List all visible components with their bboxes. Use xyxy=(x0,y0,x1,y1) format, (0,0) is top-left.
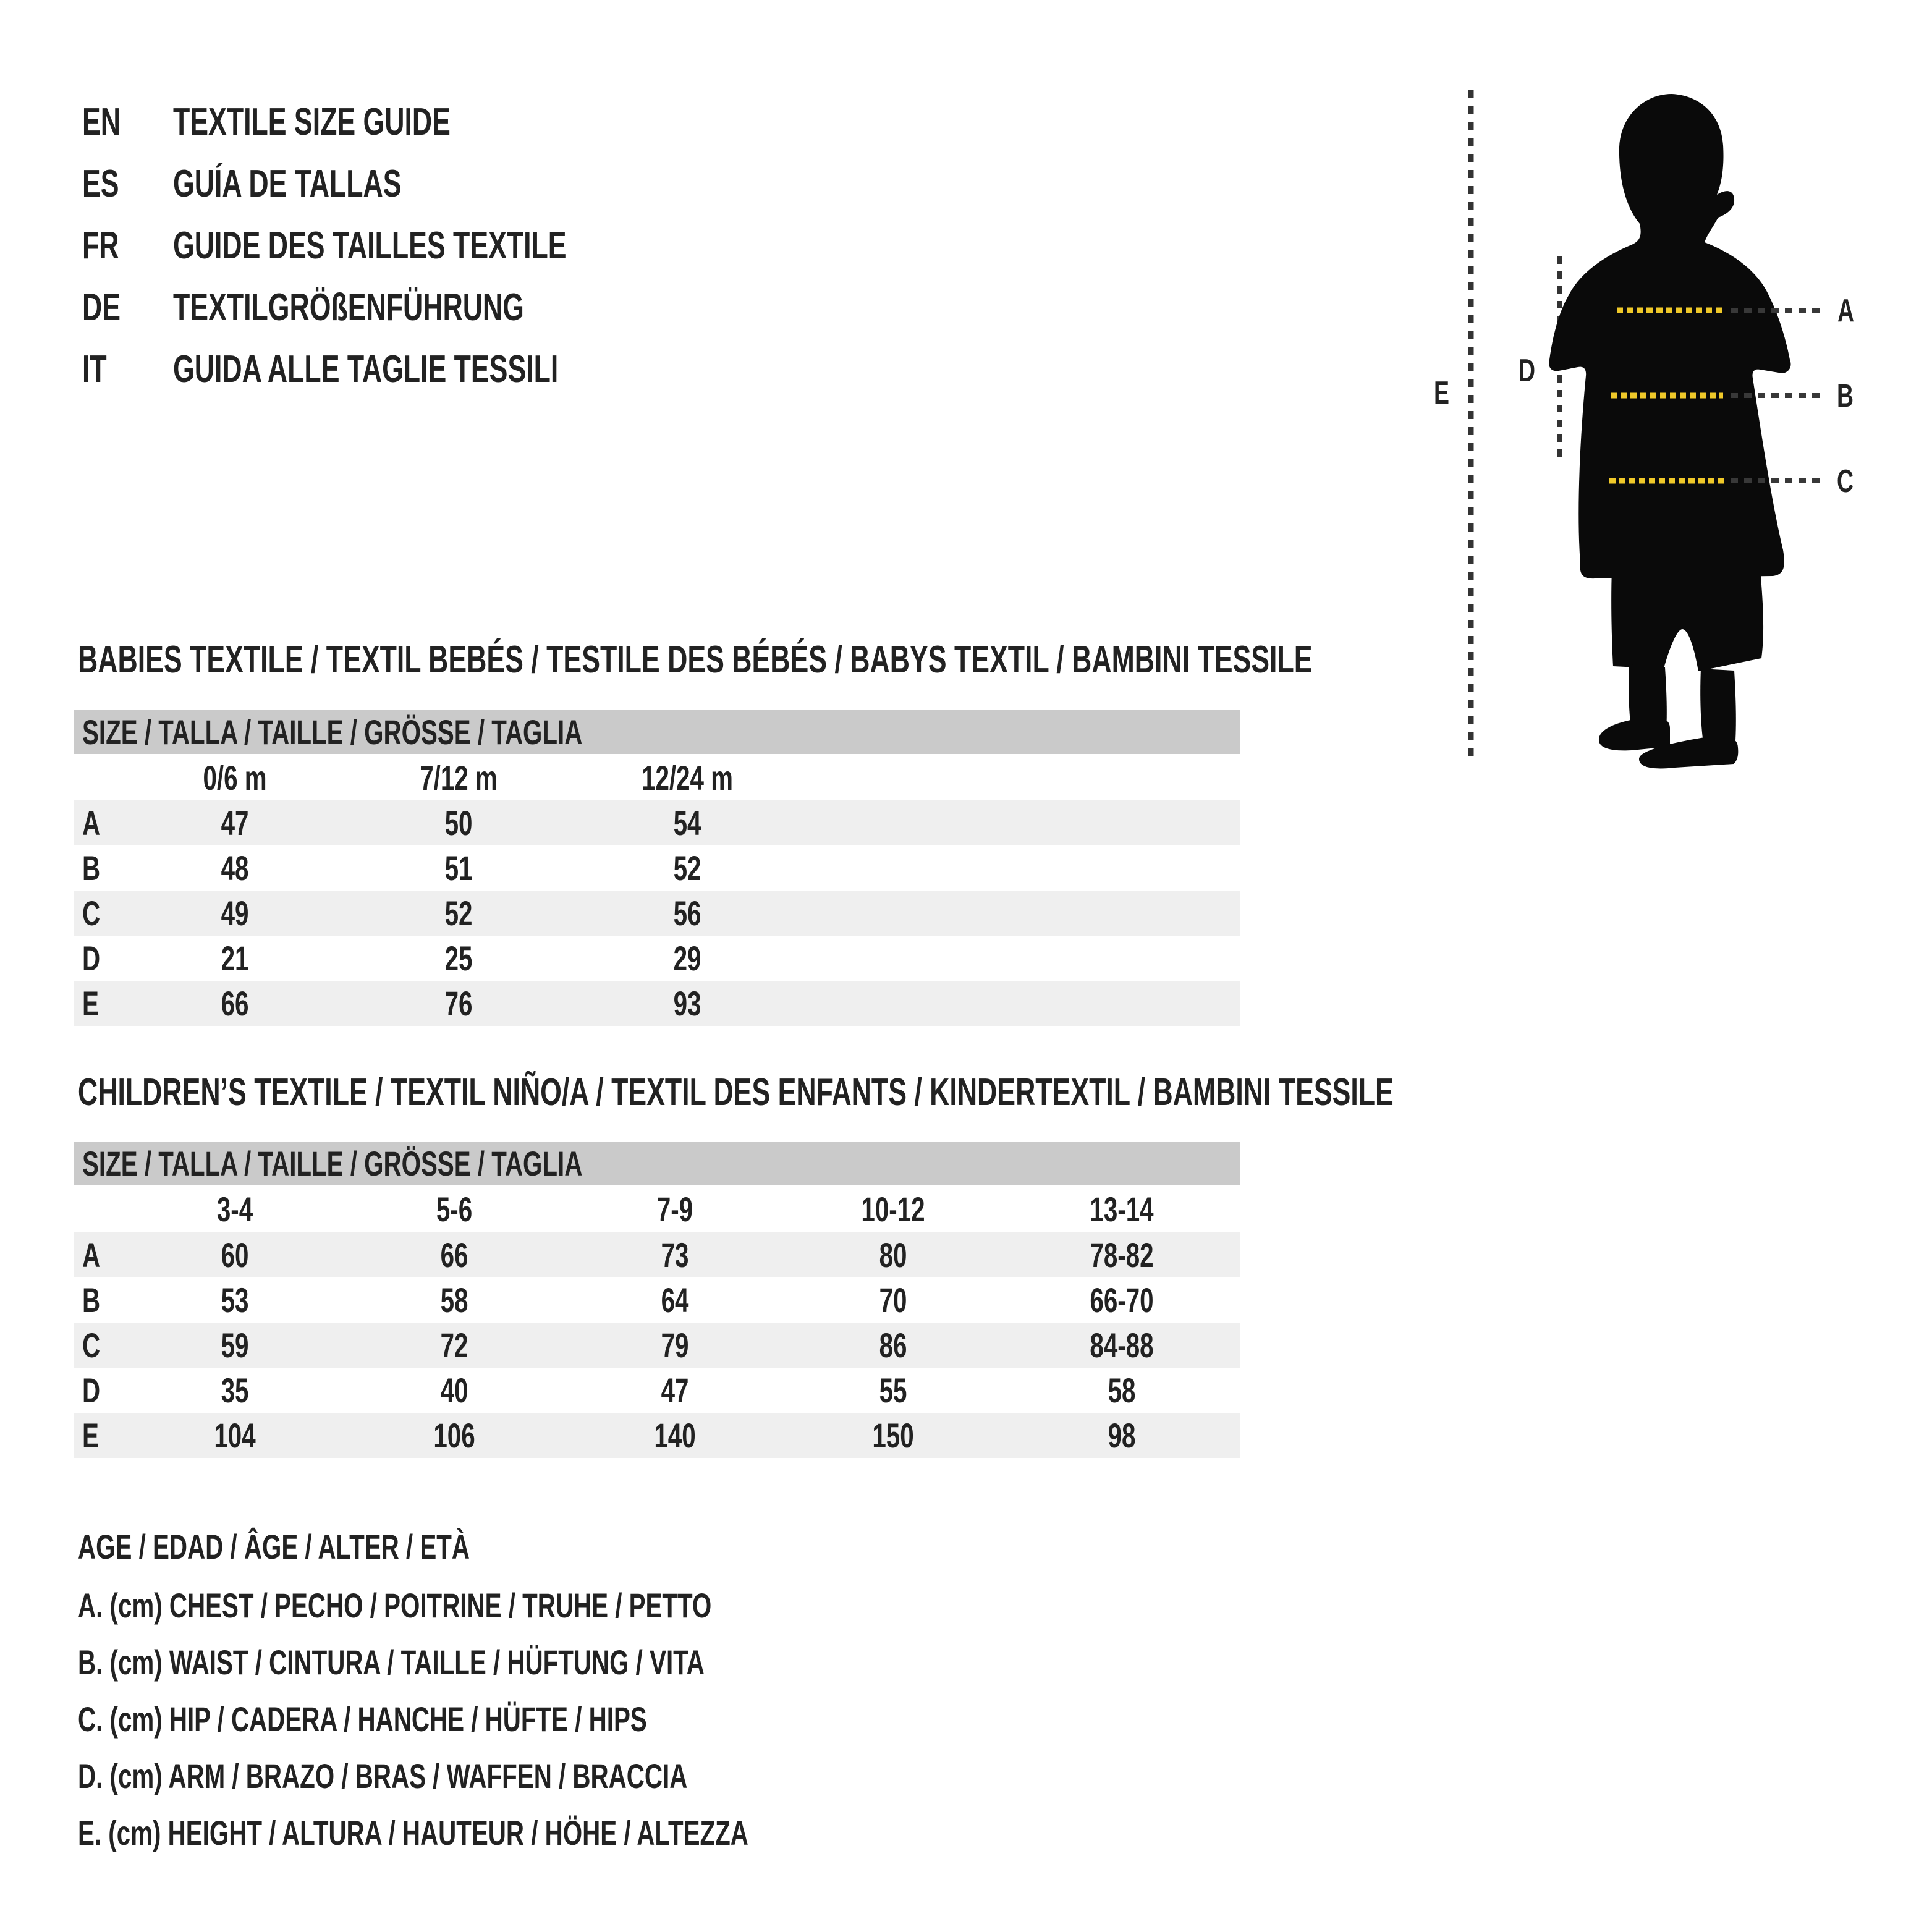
table-row xyxy=(74,1368,1240,1413)
row-label: D xyxy=(82,1371,101,1410)
table-cell: 140 xyxy=(654,1416,696,1455)
children-column-header: 13-14 xyxy=(1090,1190,1154,1229)
table-cell: 66-70 xyxy=(1090,1281,1154,1320)
legend-waist: B. (cm) WAIST / CINTURA / TAILLE / HÜFTUNG / VITA xyxy=(78,1643,705,1682)
legend-line xyxy=(78,1814,1009,1852)
language-code: ES xyxy=(82,163,119,205)
children-section-title xyxy=(78,1071,1905,1114)
table-row xyxy=(74,936,1240,981)
table-cell: 52 xyxy=(444,894,473,933)
children-column-header: 5-6 xyxy=(436,1190,473,1229)
table-row xyxy=(74,1277,1240,1323)
table-cell: 58 xyxy=(1108,1371,1136,1410)
row-label: A xyxy=(82,1235,101,1274)
table-cell: 104 xyxy=(214,1416,256,1455)
row-label: D xyxy=(82,939,101,978)
table-cell: 70 xyxy=(879,1281,907,1320)
table-row xyxy=(74,800,1240,845)
table-row xyxy=(74,981,1240,1026)
row-label: E xyxy=(82,1416,99,1455)
legend-chest: A. (cm) CHEST / PECHO / POITRINE / TRUHE / PETTO xyxy=(78,1586,712,1625)
table-row xyxy=(74,1232,1240,1277)
legend-line xyxy=(78,1587,958,1625)
language-title: TEXTILE SIZE GUIDE xyxy=(173,101,451,143)
babies-column-header: 12/24 m xyxy=(642,758,733,797)
legend-height: E. (cm) HEIGHT / ALTURA / HAUTEUR / HÖHE / ALTEZZA xyxy=(78,1813,748,1852)
row-label: E xyxy=(82,984,99,1023)
table-cell: 150 xyxy=(872,1416,914,1455)
table-cell: 106 xyxy=(433,1416,475,1455)
legend-line xyxy=(78,1643,948,1682)
row-label: B xyxy=(82,1281,101,1320)
babies-size-header-text: SIZE / TALLA / TAILLE / GRÖSSE / TAGLIA xyxy=(82,713,583,752)
table-cell: 84-88 xyxy=(1090,1326,1154,1365)
children-column-header: 7-9 xyxy=(656,1190,693,1229)
row-label: B xyxy=(82,849,101,888)
table-cell: 64 xyxy=(661,1281,689,1320)
babies-section-title-text: BABIES TEXTILE / TEXTIL BEBÉS / TESTILE DES BÉBÉS / BABYS TEXTIL / BAMBINI TESSILE xyxy=(78,638,1313,681)
row-label: A xyxy=(82,803,101,842)
children-section-title-text: CHILDREN’S TEXTILE / TEXTIL NIÑO/A / TEXTIL DES ENFANTS / KINDERTEXTIL / BAMBINI TESSILE xyxy=(78,1071,1394,1114)
table-row xyxy=(74,1413,1240,1458)
table-cell: 59 xyxy=(221,1326,249,1365)
label-height: E xyxy=(1434,374,1449,411)
babies-size-header-bar xyxy=(74,710,1240,754)
language-title: TEXTILGRÖßENFÜHRUNG xyxy=(173,286,524,329)
table-cell: 60 xyxy=(221,1235,249,1274)
language-code: EN xyxy=(82,101,121,143)
table-cell: 50 xyxy=(444,803,473,842)
label-hip: C xyxy=(1837,462,1854,499)
table-cell: 25 xyxy=(444,939,473,978)
table-cell: 72 xyxy=(440,1326,468,1365)
legend-hip: C. (cm) HIP / CADERA / HANCHE / HÜFTE / HIPS xyxy=(78,1700,647,1739)
table-cell: 47 xyxy=(221,803,249,842)
label-waist: B xyxy=(1837,377,1854,414)
babies-column-header: 0/6 m xyxy=(203,758,267,797)
table-cell: 93 xyxy=(673,984,701,1023)
children-size-header-bar xyxy=(74,1142,1240,1185)
label-arm: D xyxy=(1519,352,1536,389)
table-cell: 80 xyxy=(879,1235,907,1274)
table-cell: 98 xyxy=(1108,1416,1136,1455)
table-cell: 76 xyxy=(444,984,473,1023)
table-cell: 52 xyxy=(673,849,701,888)
table-cell: 49 xyxy=(221,894,249,933)
legend-line xyxy=(78,1528,622,1566)
language-title: GUIDA ALLE TAGLIE TESSILI xyxy=(173,348,559,391)
table-cell: 35 xyxy=(221,1371,249,1410)
table-cell: 55 xyxy=(879,1371,907,1410)
table-cell: 79 xyxy=(661,1326,689,1365)
babies-column-header-row xyxy=(74,755,1240,800)
table-cell: 48 xyxy=(221,849,249,888)
table-cell: 40 xyxy=(440,1371,468,1410)
table-cell: 53 xyxy=(221,1281,249,1320)
legend-line xyxy=(78,1757,925,1795)
table-row xyxy=(74,891,1240,936)
table-cell: 78-82 xyxy=(1090,1235,1154,1274)
table-cell: 58 xyxy=(440,1281,468,1320)
language-title: GUIDE DES TAILLES TEXTILE xyxy=(173,224,567,267)
table-cell: 54 xyxy=(673,803,701,842)
language-code: DE xyxy=(82,286,121,329)
children-column-header: 3-4 xyxy=(216,1190,253,1229)
legend-age: AGE / EDAD / ÂGE / ALTER / ETÀ xyxy=(78,1527,470,1566)
table-cell: 73 xyxy=(661,1235,689,1274)
table-cell: 66 xyxy=(440,1235,468,1274)
children-column-header: 10-12 xyxy=(861,1190,925,1229)
language-code: FR xyxy=(82,224,119,267)
table-cell: 29 xyxy=(673,939,701,978)
row-label: C xyxy=(82,1326,101,1365)
table-cell: 51 xyxy=(444,849,473,888)
legend-arm: D. (cm) ARM / BRAZO / BRAS / WAFFEN / BRACCIA xyxy=(78,1756,688,1795)
babies-column-header: 7/12 m xyxy=(420,758,498,797)
table-cell: 21 xyxy=(221,939,249,978)
babies-section-title xyxy=(78,638,1792,681)
children-column-header-row xyxy=(74,1187,1240,1232)
table-cell: 47 xyxy=(661,1371,689,1410)
table-cell: 56 xyxy=(673,894,701,933)
row-label: C xyxy=(82,894,101,933)
table-cell: 86 xyxy=(879,1326,907,1365)
language-title: GUÍA DE TALLAS xyxy=(173,163,402,205)
table-row xyxy=(74,845,1240,891)
table-cell: 66 xyxy=(221,984,249,1023)
legend-line xyxy=(78,1700,868,1739)
children-size-header-text: SIZE / TALLA / TAILLE / GRÖSSE / TAGLIA xyxy=(82,1144,583,1183)
label-chest: A xyxy=(1837,292,1855,329)
table-row xyxy=(74,1323,1240,1368)
language-code: IT xyxy=(82,348,107,391)
